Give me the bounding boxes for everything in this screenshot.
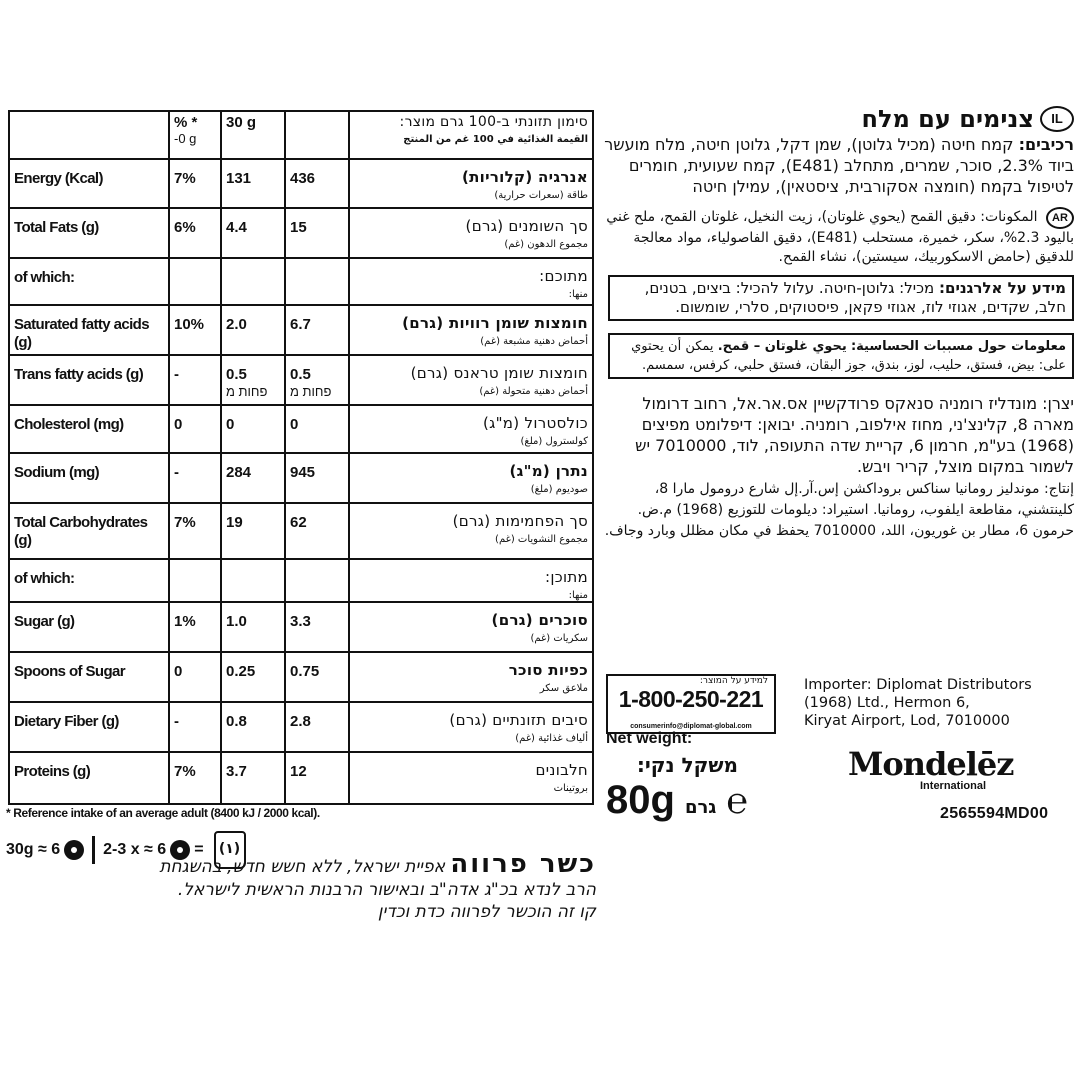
ingredients-text: קמח חיטה (מכיל גלוטן), שמן דקל, גלוטן חיטה, מלח מועשר ביוד 2.3%, סוכר, שמרים, מתחלב (E481), קמח שעועית, חומרים לטיפול בקמח (חומצה אסקורבית, ציסטאין), עמילן חיטה <box>604 135 1074 196</box>
table-row <box>9 258 593 304</box>
nutrient-name-ar: ملاعق سكر <box>539 683 588 695</box>
table-row <box>9 702 593 752</box>
nutrient-name-he: מתוכם: <box>539 267 588 286</box>
nutrient-name-ar: أحماض دهنية مشبعة (غم) <box>480 335 588 347</box>
reference-intake-footnote: * Reference intake of an average adult (8400 kJ / 2000 kcal). <box>6 806 320 820</box>
portion-mid-text: 2-3 x ≈ 6 <box>103 841 167 858</box>
table-row <box>9 503 593 559</box>
nutrient-name-he-cell <box>349 752 593 804</box>
portion-left-text: 30g ≈ 6 <box>6 841 61 858</box>
logo-subtitle: International <box>920 780 987 792</box>
nutrient-name-he: חומצות שומן רוויות (גרם) <box>402 313 588 332</box>
phone-label: למידע על המוצר: <box>699 676 768 686</box>
weight-number: 80g <box>606 778 675 822</box>
table-row <box>9 355 593 405</box>
per100-value: 2.8 <box>290 712 311 730</box>
percent-daily-value: 10% <box>169 305 221 355</box>
nutrient-name-he-cell <box>349 702 593 752</box>
per100-value-cell <box>285 405 349 453</box>
percent-daily-value: - <box>169 453 221 503</box>
portion-value-cell <box>221 208 285 258</box>
nutrition-table <box>8 110 594 805</box>
nutrient-name-ar: مجموع الدهون (غم) <box>504 239 588 251</box>
manufacturer-ar: إنتاج: موندليز رومانيا سناكس بروداكشن إس.آر.إل شارع درومول مارا 8، كلينتشني، مقاطعة ايلفوب، رومانيا. استيراد: ديلومات للتوزيع (1968) م.ض. حرمون 6، مطار بن غوريون، اللد، 7010000 يحفظ في مكان مظلل وبارد وجاف. <box>604 481 1074 539</box>
importer-line: Kiryat Airport, Lod, 7010000 <box>804 713 1010 729</box>
header-title-ar: القيمة الغذائية في 100 غم من المنتج <box>403 134 588 145</box>
bag-glyph: (۱) <box>218 841 241 857</box>
allergen-box-he <box>608 275 1074 321</box>
per100-value-cell <box>285 159 349 208</box>
allergen-ar-text: يمكن أن يحتوي على: بيض، فستق، حليب، لوز، بندق، جوز البقان، فستق حلبي، كرفس، سمسم. <box>631 339 1066 373</box>
nutrient-name-en: Dietary Fiber (g) <box>9 702 169 752</box>
per100-value: 15 <box>290 219 307 237</box>
kosher-text-2: הרב לנדא בכ"ג אדה"ב ובאישור הרבנות הראשית לישראל. <box>177 880 596 900</box>
nutrient-name-ar: طاقة (سعرات حرارية) <box>494 190 588 202</box>
phone-number: 1-800-250-221 <box>618 686 764 712</box>
per100-value: 0.5 <box>290 365 311 383</box>
header-percent-sub: -0 g <box>174 131 197 146</box>
nutrient-name-he-cell <box>349 559 593 602</box>
nutrient-name-he-cell <box>349 258 593 304</box>
nutrient-name-he-cell <box>349 305 593 355</box>
header-percent-cell <box>169 111 221 159</box>
portion-value-cell <box>221 355 285 405</box>
per100-value: 3.3 <box>290 613 311 631</box>
portion-value: 4.4 <box>226 219 247 237</box>
nutrient-name-en: Energy (Kcal) <box>9 159 169 208</box>
nutrient-name-en: Proteins (g) <box>9 752 169 804</box>
per100-value: 12 <box>290 762 307 780</box>
nutrient-name-he-cell <box>349 602 593 652</box>
nutrient-name-he-cell <box>349 652 593 701</box>
nutrient-name-he: חלבונים <box>535 760 588 779</box>
nutrient-name-ar: منها: <box>568 289 588 301</box>
portion-value-cell <box>221 752 285 804</box>
product-title: צנימים עם מלח <box>861 105 1034 133</box>
table-row <box>9 405 593 453</box>
portion-value-cell <box>221 503 285 559</box>
ingredients-ar <box>604 207 1074 267</box>
portion-value: 0 <box>226 415 235 433</box>
per100-value-cell <box>285 258 349 304</box>
nutrient-name-en: Saturated fatty acids (g) <box>9 305 169 355</box>
table-row <box>9 752 593 804</box>
portion-value: 3.7 <box>226 762 247 780</box>
portion-value: 1.0 <box>226 613 247 631</box>
portion-value: 131 <box>226 170 252 188</box>
portion-value-cell <box>221 305 285 355</box>
ingredients-he <box>604 134 1074 197</box>
per100-value-cell <box>285 652 349 701</box>
nutrient-name-ar: بروتينات <box>553 782 588 794</box>
table-row <box>9 559 593 602</box>
nutrient-name-en: Spoons of Sugar <box>9 652 169 701</box>
percent-daily-value: 6% <box>169 208 221 258</box>
per100-value-cell <box>285 559 349 602</box>
allergen-box-ar <box>608 333 1074 379</box>
table-row <box>9 159 593 208</box>
header-title-he: סימון תזונתי ב-100 גרם מוצר: <box>399 114 588 130</box>
phone-email: consumerinfo@diplomat-global.com <box>630 723 752 730</box>
percent-daily-value <box>169 258 221 304</box>
header-portion: 30 g <box>221 111 285 159</box>
per100-value-cell <box>285 752 349 804</box>
per100-value: 6.7 <box>290 315 311 333</box>
portion-value-cell <box>221 652 285 701</box>
nutrient-name-he-cell <box>349 355 593 405</box>
nutrient-name-en: Total Fats (g) <box>9 208 169 258</box>
nutrient-name-ar: صوديوم (ملغ) <box>530 483 588 495</box>
per100-value-cell <box>285 305 349 355</box>
nutrient-name-he-cell <box>349 405 593 453</box>
per100-value: 0.75 <box>290 663 320 681</box>
header-title-cell <box>349 111 593 159</box>
net-weight-he: משקל נקי: <box>636 753 738 777</box>
importer-line: Importer: Diplomat Distributors <box>804 677 1032 693</box>
nutrient-name-he-cell <box>349 503 593 559</box>
per100-value-cell <box>285 453 349 503</box>
allergen-he-text: מכיל: גלוטן-חיטה. עלול להכיל: ביצים, בטנים, חלב, שקדים, אגוזי לוז, אגוזי פקאן, פיסטוקים, סלרי, שומשום. <box>644 279 1066 316</box>
net-weight-en: Net weight: <box>606 730 693 747</box>
net-weight-value <box>606 778 748 823</box>
portion-value-cell <box>221 559 285 602</box>
percent-daily-value: - <box>169 702 221 752</box>
kosher-text-3: קו זה הוכשר לפרווה כדת וכדין <box>377 902 596 922</box>
table-header-row <box>9 111 593 159</box>
nutrient-name-en: of which: <box>9 258 169 304</box>
nutrient-name-ar: ألياف غذائية (غم) <box>515 732 588 744</box>
nutrient-name-en: Cholesterol (mg) <box>9 405 169 453</box>
kosher-title: כשר פרווה <box>450 849 596 879</box>
nutrient-name-he: מתוכן: <box>544 568 588 587</box>
nutrient-name-he: סך הפחמימות (גרם) <box>452 512 588 531</box>
per100-value: 62 <box>290 514 307 532</box>
portion-value-cell <box>221 159 285 208</box>
il-language-badge: IL <box>1040 106 1074 132</box>
portion-value: 0.5 <box>226 365 247 383</box>
per100-value-cell <box>285 208 349 258</box>
header-percent: % * <box>174 114 198 131</box>
portion-value: 2.0 <box>226 315 247 333</box>
mondelez-logo <box>848 746 1038 792</box>
percent-daily-value: - <box>169 355 221 405</box>
product-code: 2565594MD00 <box>940 805 1049 822</box>
percent-daily-value: 0 <box>169 652 221 701</box>
table-row <box>9 652 593 701</box>
nutrient-name-he: סוכרים (גרם) <box>491 611 588 630</box>
portion-value: 19 <box>226 514 243 532</box>
nutrient-name-he-cell <box>349 159 593 208</box>
less-than-label: פחות מ <box>290 383 332 399</box>
nutrient-name-he: כפיות סוכר <box>508 661 588 680</box>
kosher-text-1: אפיית ישראל, ללא חשש חדש, בהשגחת <box>159 857 445 877</box>
nutrient-name-ar: مجموع النشويات (غم) <box>495 534 588 546</box>
portion-value: 284 <box>226 463 252 481</box>
nutrient-name-ar: منها: <box>568 590 588 602</box>
per100-value-cell <box>285 355 349 405</box>
product-title-row <box>604 104 1074 134</box>
per100-value-cell <box>285 702 349 752</box>
percent-daily-value: 0 <box>169 405 221 453</box>
nutrient-name-en: Sodium (mg) <box>9 453 169 503</box>
importer-en <box>804 676 1074 730</box>
nutrient-name-ar: أحماض دهنية متحولة (غم) <box>479 385 588 397</box>
portion-value-cell <box>221 453 285 503</box>
header-per100-blank <box>285 111 349 159</box>
per100-value-cell <box>285 503 349 559</box>
percent-daily-value: 7% <box>169 752 221 804</box>
nutrient-name-en: Total Carbohydrates (g) <box>9 503 169 559</box>
manufacturer-he: יצרן: מונדליז רומניה סנאקס פרודקשיין אס.אר.אל, רחוב דרומול מארה 8, קלינצ'ני, מחוז אילפוב, רומניה. יבואן: דיפלומט מפיצים (1968) בע"מ, חרמון 6, קריית שדה התעופה, לוד, 7010000 יש לשמור במקום מוצל, קריר ויבש. <box>635 394 1074 476</box>
nutrient-name-en: Trans fatty acids (g) <box>9 355 169 405</box>
portion-value: 0.25 <box>226 663 256 681</box>
importer-line: (1968) Ltd., Hermon 6, <box>804 695 970 711</box>
table-row <box>9 602 593 652</box>
nutrient-name-he: כולסטרול (מ"ג) <box>482 413 588 432</box>
percent-daily-value: 7% <box>169 159 221 208</box>
less-than-label: פחות מ <box>226 383 268 399</box>
nutrient-name-ar: سكريات (غم) <box>530 633 588 645</box>
portion-value-cell <box>221 405 285 453</box>
allergen-ar-label: معلومات حول مسببات الحساسية: <box>850 339 1066 354</box>
per100-value: 0 <box>290 415 299 433</box>
nutrient-name-he: חומצות שומן טראנס (גרם) <box>410 363 588 382</box>
percent-daily-value: 7% <box>169 503 221 559</box>
nutrient-name-he: נתרן (מ"ג) <box>509 461 588 480</box>
portion-value-cell <box>221 702 285 752</box>
per100-value: 945 <box>290 463 316 481</box>
nutrient-name-he-cell <box>349 453 593 503</box>
per100-value: 436 <box>290 170 316 188</box>
nutrient-name-he: סיבים תזונתיים (גרם) <box>449 710 588 729</box>
table-row <box>9 305 593 355</box>
allergen-ar-bold: يحوي غلوتان – قمح. <box>717 339 847 354</box>
portion-value-cell <box>221 602 285 652</box>
header-blank-cell <box>9 111 169 159</box>
nutrient-name-en: Sugar (g) <box>9 602 169 652</box>
table-row <box>9 453 593 503</box>
estimated-sign-icon: ℮ <box>726 780 748 821</box>
portion-value: 0.8 <box>226 712 247 730</box>
table-row <box>9 208 593 258</box>
ingredients-column <box>604 104 1074 542</box>
nutrient-name-he-cell <box>349 208 593 258</box>
ingredients-ar-text: المكونات: دقيق القمح (يحوي غلوتان)، زيت النخيل، غلوتان القمح، ملح غني باليود 2.3%، سكر، خميرة، مستحلب (E481)، دقيق الفاصولياء، مواد معالجة للدقيق (حامض الاسكوربيك، سيستين)، نشاء القمح. <box>606 209 1074 265</box>
allergen-he-label: מידע על אלרגנים: <box>939 279 1066 297</box>
ingredients-label: רכיבים: <box>1018 135 1074 154</box>
nutrient-name-he: אנרגיה (קלוריות) <box>461 168 588 187</box>
percent-daily-value: 1% <box>169 602 221 652</box>
consumer-phone-box <box>606 674 776 734</box>
weight-unit: גרם <box>684 797 717 818</box>
portion-value-cell <box>221 258 285 304</box>
ar-language-badge: AR <box>1046 207 1074 229</box>
logo-wordmark: Mondelēz <box>848 745 1014 783</box>
nutrient-name-en: of which: <box>9 559 169 602</box>
nutrient-name-he: סך השומנים (גרם) <box>465 217 588 236</box>
portion-equals: = <box>194 841 204 858</box>
percent-daily-value <box>169 559 221 602</box>
nutrient-name-ar: كولسترول (ملغ) <box>520 435 588 447</box>
per100-value-cell <box>285 602 349 652</box>
